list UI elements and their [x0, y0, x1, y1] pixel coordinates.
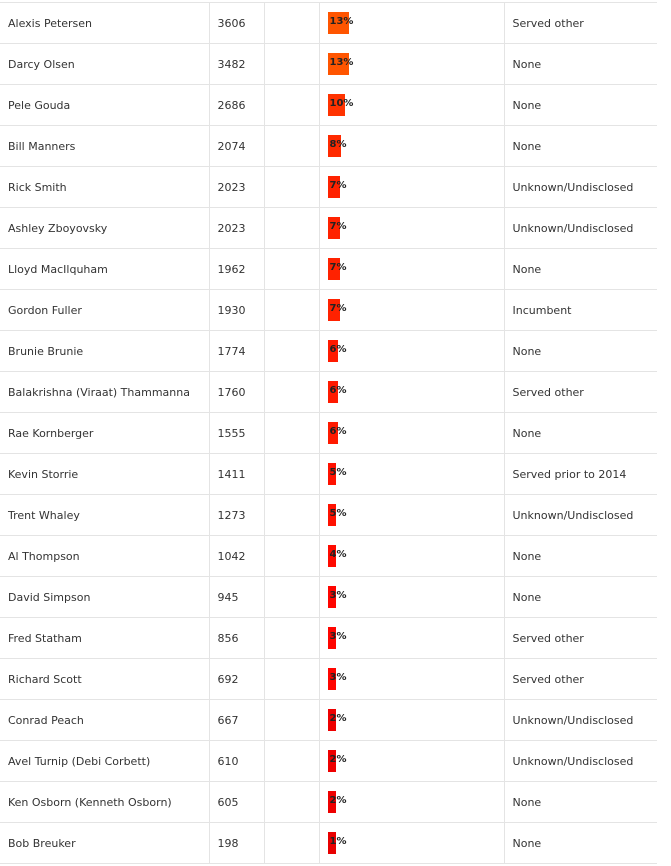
vote-share-bar-track	[328, 832, 504, 854]
vote-count-cell: 1273	[209, 495, 264, 536]
vote-share-bar-track	[328, 627, 504, 649]
table-row	[0, 495, 657, 536]
incumbency-status-cell: None	[504, 823, 657, 864]
vote-share-bar-track	[328, 340, 504, 362]
vote-share-label: 13%	[329, 16, 354, 27]
vote-share-cell	[319, 290, 504, 331]
vote-share-label: 4%	[329, 549, 347, 560]
vote-count-cell: 667	[209, 700, 264, 741]
vote-share-cell	[319, 659, 504, 700]
empty-cell	[264, 782, 319, 823]
table-row	[0, 700, 657, 741]
incumbency-status-cell: Served other	[504, 618, 657, 659]
vote-share-label: 7%	[329, 221, 347, 232]
vote-share-label: 7%	[329, 262, 347, 273]
vote-count-cell: 1411	[209, 454, 264, 495]
empty-cell	[264, 372, 319, 413]
vote-share-bar-track	[328, 94, 504, 116]
vote-share-label: 5%	[329, 508, 347, 519]
vote-share-label: 8%	[329, 139, 347, 150]
vote-share-cell	[319, 536, 504, 577]
vote-share-bar-track	[328, 176, 504, 198]
vote-count-cell: 605	[209, 782, 264, 823]
vote-share-label: 7%	[329, 180, 347, 191]
empty-cell	[264, 700, 319, 741]
candidate-name-cell: Balakrishna (Viraat) Thammanna	[0, 372, 209, 413]
incumbency-status-cell: None	[504, 249, 657, 290]
vote-count-cell: 198	[209, 823, 264, 864]
incumbency-status-cell: None	[504, 577, 657, 618]
vote-share-cell	[319, 85, 504, 126]
vote-count-cell: 3606	[209, 3, 264, 44]
table-row	[0, 577, 657, 618]
table-row	[0, 290, 657, 331]
candidate-name-cell: Ashley Zboyovsky	[0, 208, 209, 249]
table-row	[0, 85, 657, 126]
candidate-name-cell: Ken Osborn (Kenneth Osborn)	[0, 782, 209, 823]
vote-share-bar-track	[328, 791, 504, 813]
vote-share-cell	[319, 741, 504, 782]
candidate-name-cell: David Simpson	[0, 577, 209, 618]
table-row	[0, 208, 657, 249]
vote-share-cell	[319, 577, 504, 618]
candidate-name-cell: Lloyd MacIlquham	[0, 249, 209, 290]
vote-share-label: 1%	[329, 836, 347, 847]
candidate-name-cell: Gordon Fuller	[0, 290, 209, 331]
incumbency-status-cell: Unknown/Undisclosed	[504, 167, 657, 208]
table-row	[0, 3, 657, 44]
empty-cell	[264, 290, 319, 331]
vote-share-label: 7%	[329, 303, 347, 314]
incumbency-status-cell: None	[504, 126, 657, 167]
incumbency-status-cell: Unknown/Undisclosed	[504, 741, 657, 782]
incumbency-status-cell: None	[504, 413, 657, 454]
candidate-name-cell: Conrad Peach	[0, 700, 209, 741]
vote-share-cell	[319, 3, 504, 44]
vote-share-bar-track	[328, 258, 504, 280]
table-row	[0, 126, 657, 167]
incumbency-status-cell: Incumbent	[504, 290, 657, 331]
incumbency-status-cell: Unknown/Undisclosed	[504, 700, 657, 741]
table-row	[0, 618, 657, 659]
table-row	[0, 167, 657, 208]
empty-cell	[264, 659, 319, 700]
empty-cell	[264, 3, 319, 44]
candidate-name-cell: Kevin Storrie	[0, 454, 209, 495]
vote-share-label: 2%	[329, 754, 347, 765]
empty-cell	[264, 126, 319, 167]
vote-count-cell: 945	[209, 577, 264, 618]
candidate-name-cell: Trent Whaley	[0, 495, 209, 536]
table-row	[0, 823, 657, 864]
vote-share-bar-track	[328, 709, 504, 731]
table-row	[0, 782, 657, 823]
incumbency-status-cell: None	[504, 331, 657, 372]
vote-count-cell: 610	[209, 741, 264, 782]
vote-share-bar-track	[328, 463, 504, 485]
empty-cell	[264, 618, 319, 659]
vote-count-cell: 1930	[209, 290, 264, 331]
table-row	[0, 44, 657, 85]
incumbency-status-cell: Served other	[504, 372, 657, 413]
candidate-name-cell: Avel Turnip (Debi Corbett)	[0, 741, 209, 782]
vote-share-label: 5%	[329, 467, 347, 478]
vote-share-cell	[319, 700, 504, 741]
incumbency-status-cell: Unknown/Undisclosed	[504, 495, 657, 536]
vote-share-cell	[319, 495, 504, 536]
table-row	[0, 741, 657, 782]
vote-count-cell: 2023	[209, 167, 264, 208]
vote-share-label: 13%	[329, 57, 354, 68]
incumbency-status-cell: None	[504, 782, 657, 823]
candidate-name-cell: Bob Breuker	[0, 823, 209, 864]
vote-share-label: 6%	[329, 426, 347, 437]
empty-cell	[264, 167, 319, 208]
vote-share-bar-track	[328, 586, 504, 608]
table-row	[0, 454, 657, 495]
empty-cell	[264, 454, 319, 495]
empty-cell	[264, 577, 319, 618]
incumbency-status-cell: Served other	[504, 3, 657, 44]
vote-share-bar-track	[328, 299, 504, 321]
results-table	[0, 2, 657, 864]
candidate-name-cell: Rae Kornberger	[0, 413, 209, 454]
candidate-name-cell: Bill Manners	[0, 126, 209, 167]
vote-share-cell	[319, 618, 504, 659]
vote-share-cell	[319, 454, 504, 495]
vote-count-cell: 3482	[209, 44, 264, 85]
vote-count-cell: 1555	[209, 413, 264, 454]
vote-count-cell: 2686	[209, 85, 264, 126]
candidate-name-cell: Al Thompson	[0, 536, 209, 577]
empty-cell	[264, 536, 319, 577]
vote-share-cell	[319, 167, 504, 208]
vote-share-bar-track	[328, 381, 504, 403]
vote-share-cell	[319, 44, 504, 85]
empty-cell	[264, 85, 319, 126]
vote-share-cell	[319, 372, 504, 413]
incumbency-status-cell: Unknown/Undisclosed	[504, 208, 657, 249]
vote-share-cell	[319, 208, 504, 249]
results-table-body	[0, 3, 657, 864]
vote-share-cell	[319, 249, 504, 290]
vote-share-cell	[319, 331, 504, 372]
table-row	[0, 331, 657, 372]
results-table-container	[0, 2, 657, 864]
vote-count-cell: 856	[209, 618, 264, 659]
incumbency-status-cell: Served other	[504, 659, 657, 700]
vote-share-label: 2%	[329, 713, 347, 724]
candidate-name-cell: Richard Scott	[0, 659, 209, 700]
table-row	[0, 413, 657, 454]
vote-share-bar-track	[328, 53, 504, 75]
vote-share-label: 6%	[329, 344, 347, 355]
empty-cell	[264, 331, 319, 372]
vote-count-cell: 1774	[209, 331, 264, 372]
vote-share-cell	[319, 126, 504, 167]
empty-cell	[264, 741, 319, 782]
candidate-name-cell: Alexis Petersen	[0, 3, 209, 44]
vote-share-label: 3%	[329, 672, 347, 683]
vote-share-label: 3%	[329, 590, 347, 601]
incumbency-status-cell: Served prior to 2014	[504, 454, 657, 495]
vote-share-label: 2%	[329, 795, 347, 806]
vote-share-bar-track	[328, 545, 504, 567]
candidate-name-cell: Pele Gouda	[0, 85, 209, 126]
vote-count-cell: 2074	[209, 126, 264, 167]
empty-cell	[264, 823, 319, 864]
empty-cell	[264, 44, 319, 85]
incumbency-status-cell: None	[504, 44, 657, 85]
vote-share-bar-track	[328, 217, 504, 239]
vote-count-cell: 2023	[209, 208, 264, 249]
table-row	[0, 249, 657, 290]
vote-count-cell: 692	[209, 659, 264, 700]
empty-cell	[264, 495, 319, 536]
vote-share-label: 3%	[329, 631, 347, 642]
vote-count-cell: 1042	[209, 536, 264, 577]
empty-cell	[264, 208, 319, 249]
table-row	[0, 659, 657, 700]
table-row	[0, 372, 657, 413]
vote-share-bar-track	[328, 750, 504, 772]
candidate-name-cell: Darcy Olsen	[0, 44, 209, 85]
vote-share-bar-track	[328, 668, 504, 690]
incumbency-status-cell: None	[504, 85, 657, 126]
empty-cell	[264, 413, 319, 454]
incumbency-status-cell: None	[504, 536, 657, 577]
candidate-name-cell: Rick Smith	[0, 167, 209, 208]
vote-count-cell: 1760	[209, 372, 264, 413]
candidate-name-cell: Brunie Brunie	[0, 331, 209, 372]
candidate-name-cell: Fred Statham	[0, 618, 209, 659]
vote-share-cell	[319, 782, 504, 823]
vote-share-cell	[319, 823, 504, 864]
empty-cell	[264, 249, 319, 290]
vote-share-label: 6%	[329, 385, 347, 396]
vote-share-label: 10%	[329, 98, 354, 109]
vote-share-bar-track	[328, 12, 504, 34]
vote-count-cell: 1962	[209, 249, 264, 290]
table-row	[0, 536, 657, 577]
vote-share-bar-track	[328, 135, 504, 157]
vote-share-bar-track	[328, 504, 504, 526]
vote-share-cell	[319, 413, 504, 454]
vote-share-bar-track	[328, 422, 504, 444]
